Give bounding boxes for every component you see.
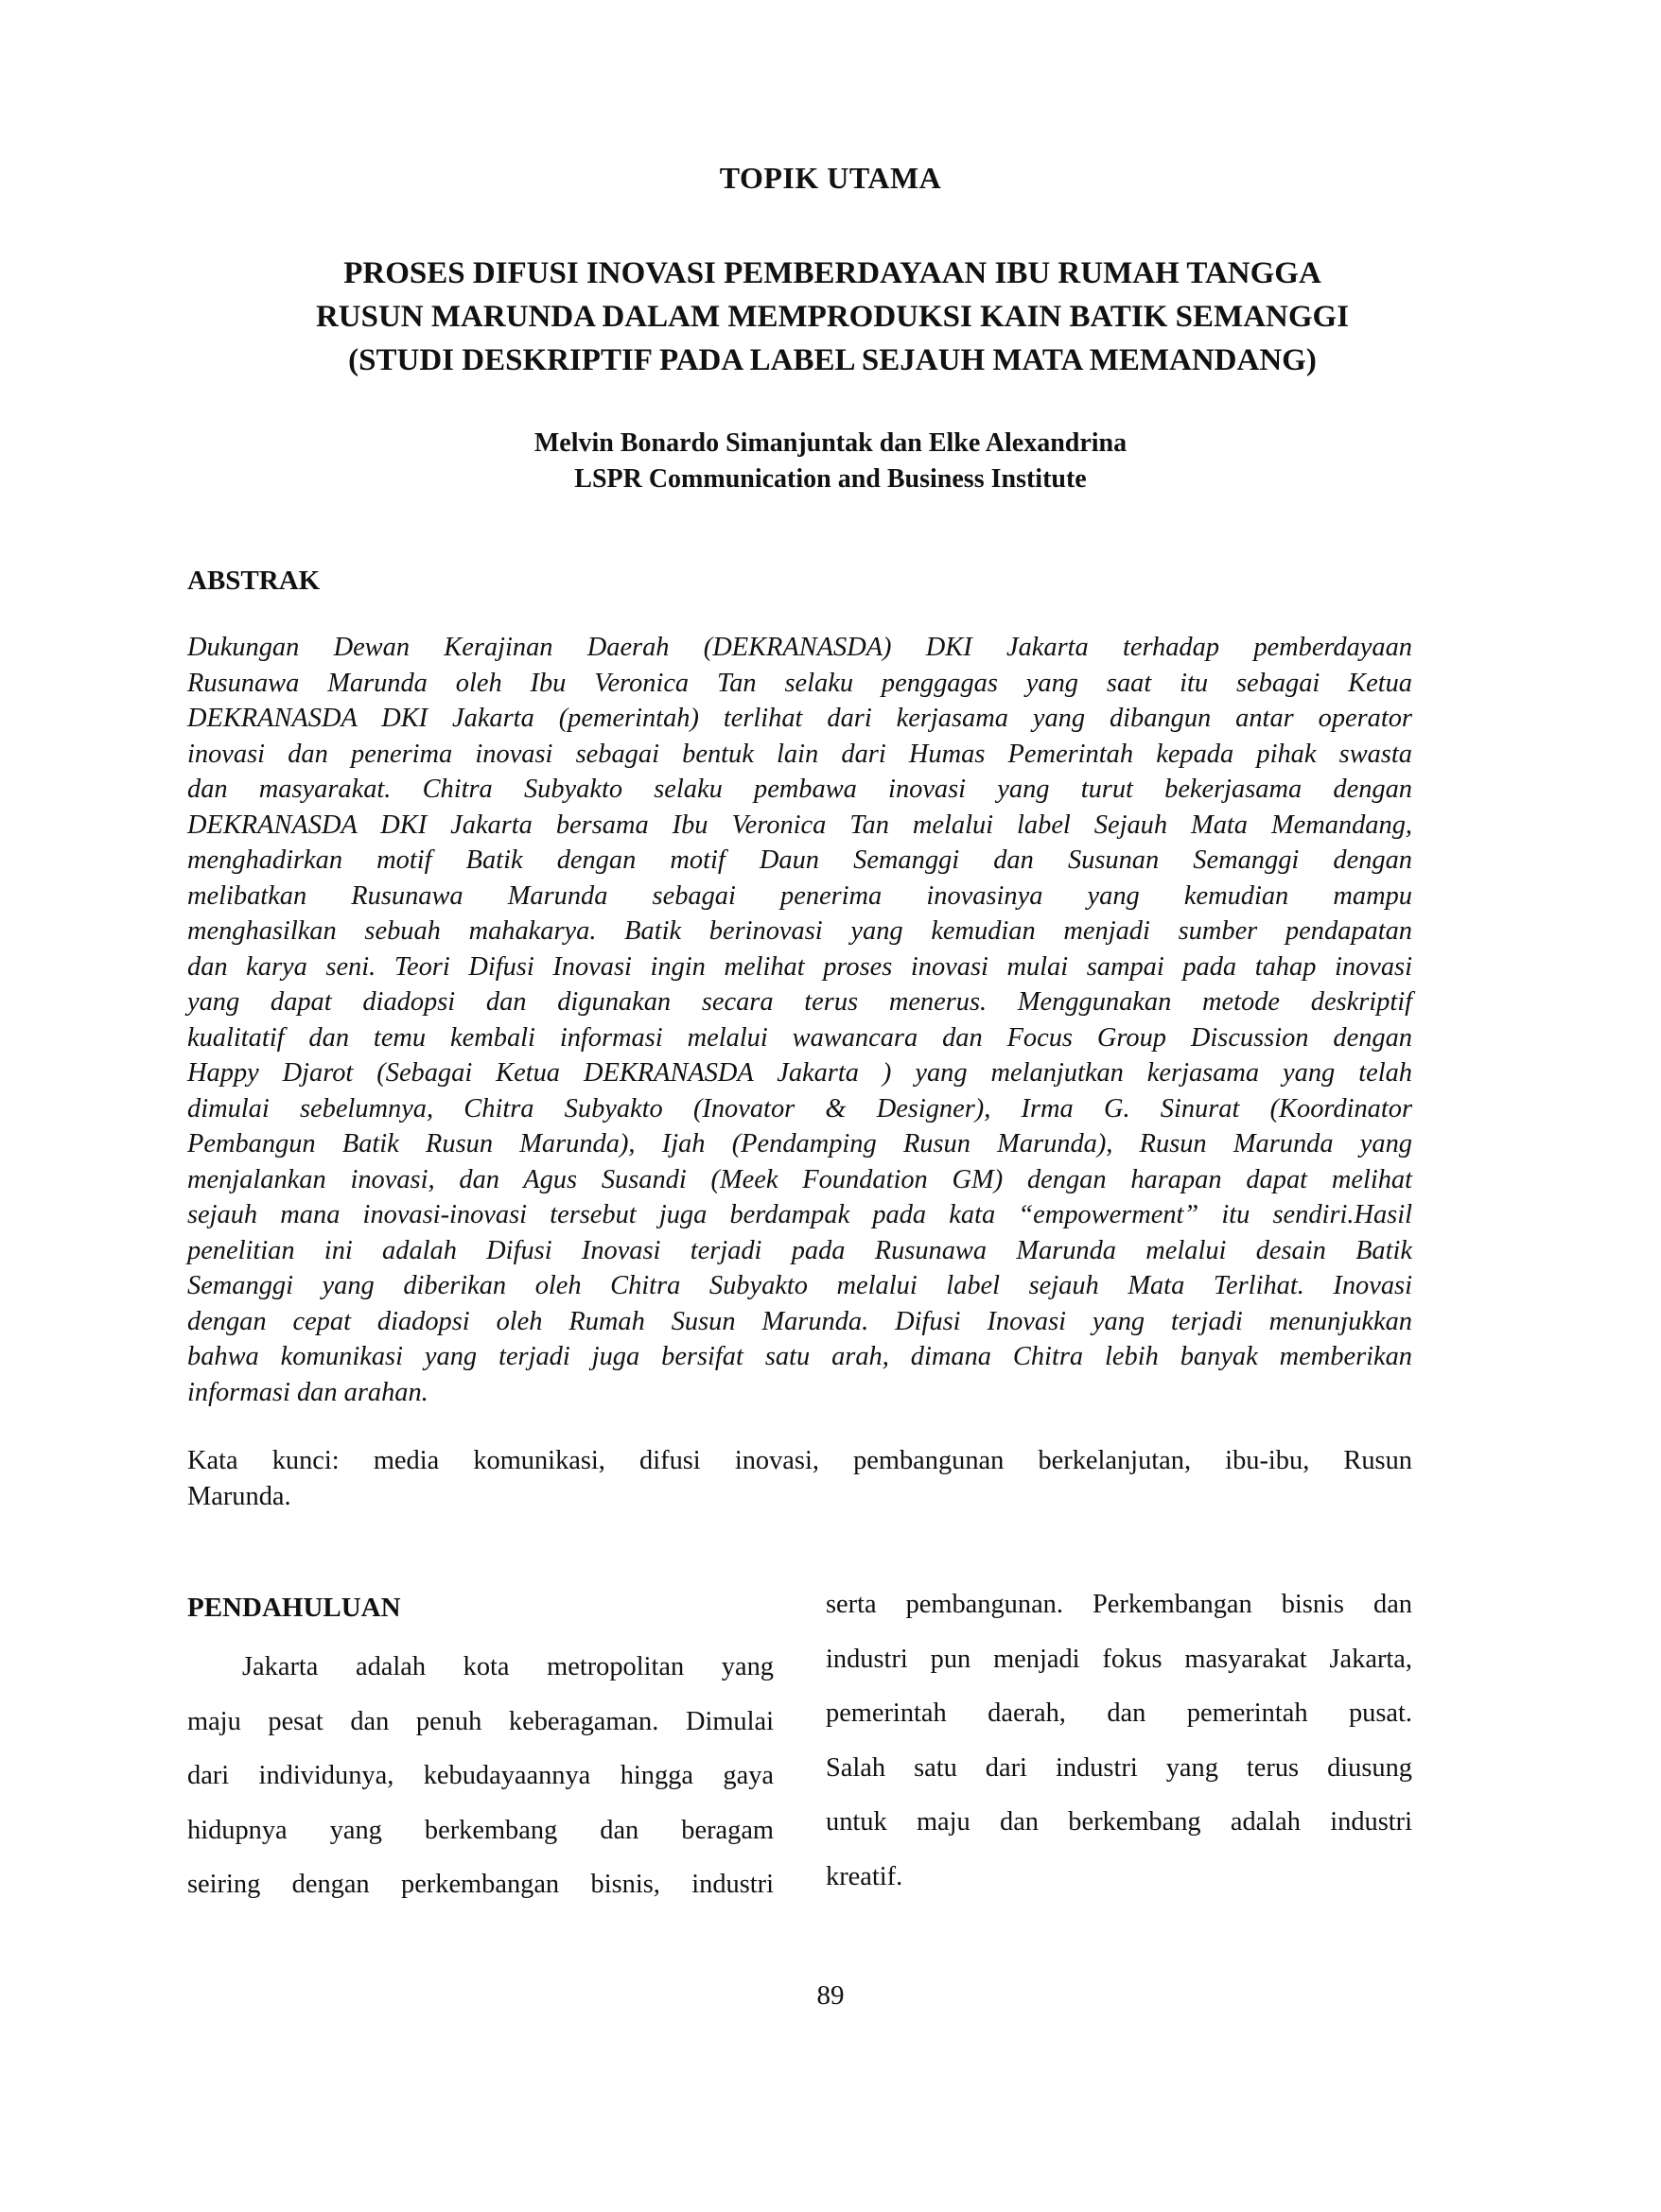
abstract-line: bahwa komunikasi yang terjadi juga bersifat satu arah, dimana Chitra lebih banyak memberikan — [187, 1342, 1412, 1371]
body-line: Jakarta adalah kota metropolitan yang — [242, 1652, 774, 1681]
body-line: kreatif. — [826, 1861, 903, 1891]
body-line: industri pun menjadi fokus masyarakat Jakarta, — [826, 1644, 1412, 1674]
abstract-line: dan masyarakat. Chitra Subyakto selaku pembawa inovasi yang turut bekerjasama dengan — [187, 775, 1412, 804]
abstract-line: inovasi dan penerima inovasi sebagai bentuk lain dari Humas Pemerintah kepada pihak swasta — [187, 739, 1412, 769]
abstract-line: informasi dan arahan. — [187, 1377, 428, 1407]
abstract-line: Pembangun Batik Rusun Marunda), Ijah (Pendamping Rusun Marunda), Rusun Marunda yang — [187, 1129, 1412, 1158]
body-line: untuk maju dan berkembang adalah industri — [826, 1807, 1412, 1837]
title-line: RUSUN MARUNDA DALAM MEMPRODUKSI KAIN BATIK SEMANGGI — [315, 300, 1350, 334]
abstract-line: melibatkan Rusunawa Marunda sebagai penerima inovasinya yang kemudian mampu — [187, 880, 1412, 911]
title-line: PROSES DIFUSI INOVASI PEMBERDAYAAN IBU RUMAH TANGGA — [343, 256, 1321, 290]
abstract-line: menghadirkan motif Batik dengan motif Daun Semanggi dan Susunan Semanggi dengan — [187, 845, 1412, 875]
right-column — [826, 1589, 1412, 1904]
abstract-line: Happy Djarot (Sebagai Ketua DEKRANASDA Jakarta ) yang melanjutkan kerjasama yang telah — [187, 1058, 1412, 1088]
abstract-heading: ABSTRAK — [187, 566, 321, 596]
left-column-text — [187, 1640, 774, 1912]
abstract-line: DEKRANASDA DKI Jakarta bersama Ibu Veronica Tan melalui label Sejauh Mata Memandang, — [187, 810, 1412, 840]
abstract-line: Semanggi yang diberikan oleh Chitra Subyakto melalui label sejauh Mata Terlihat. Inovasi — [187, 1271, 1412, 1300]
body-line: seiring dengan perkembangan bisnis, industri — [187, 1870, 774, 1899]
keywords-line: Kata kunci: media komunikasi, difusi inovasi, pembangunan berkelanjutan, ibu-ibu, Rusun — [187, 1446, 1412, 1475]
body-line: dari individunya, kebudayaannya hingga gaya — [187, 1761, 774, 1790]
abstract-line: Dukungan Dewan Kerajinan Daerah (DEKRANASDA) DKI Jakarta terhadap pemberdayaan — [187, 633, 1412, 662]
author-names: Melvin Bonardo Simanjuntak dan Elke Alexandrina — [533, 428, 1128, 458]
title-line: (STUDI DESKRIPTIF PADA LABEL SEJAUH MATA MEMANDANG) — [348, 343, 1317, 377]
page-number: 89 — [816, 1980, 845, 2011]
abstract-line: penelitian ini adalah Difusi Inovasi terjadi pada Rusunawa Marunda melalui desain Batik — [187, 1235, 1412, 1265]
body-line: Salah satu dari industri yang terus diusung — [826, 1752, 1412, 1783]
abstract-line: yang dapat diadopsi dan digunakan secara terus menerus. Menggunakan metode deskriptif — [187, 987, 1412, 1017]
keywords — [187, 1443, 1412, 1514]
article-title — [170, 252, 1495, 382]
abstract-line: dimulai sebelumnya, Chitra Subyakto (Inovator & Designer), Irma G. Sinurat (Koordinator — [187, 1093, 1412, 1123]
abstract-line: dengan cepat diadopsi oleh Rumah Susun Marunda. Difusi Inovasi yang terjadi menunjukkan — [187, 1306, 1412, 1336]
author-block — [0, 426, 1661, 497]
left-column — [187, 1589, 774, 1912]
body-line: maju pesat dan penuh keberagaman. Dimulai — [187, 1706, 774, 1736]
abstract-line: menghasilkan sebuah mahakarya. Batik berinovasi yang kemudian menjadi sumber pendapatan — [187, 916, 1412, 946]
abstract-line: menjalankan inovasi, dan Agus Susandi (Meek Foundation GM) dengan harapan dapat melihat — [187, 1164, 1412, 1194]
keywords-line: Marunda. — [187, 1481, 291, 1511]
section-label: TOPIK UTAMA — [719, 161, 942, 195]
abstract-body — [187, 630, 1412, 1410]
abstract-line: Rusunawa Marunda oleh Ibu Veronica Tan selaku penggagas yang saat itu sebagai Ketua — [187, 668, 1412, 698]
introduction-heading: PENDAHULUAN — [187, 1593, 401, 1623]
body-line: serta pembangunan. Perkembangan bisnis dan — [826, 1590, 1412, 1619]
body-line: hidupnya yang berkembang dan beragam — [187, 1815, 774, 1845]
author-affiliation: LSPR Communication and Business Institute — [574, 464, 1087, 494]
abstract-line: kualitatif dan temu kembali informasi melalui wawancara dan Focus Group Discussion dengan — [187, 1022, 1412, 1053]
body-line: pemerintah daerah, dan pemerintah pusat. — [826, 1698, 1412, 1728]
right-column-text — [826, 1577, 1412, 1904]
abstract-line: dan karya seni. Teori Difusi Inovasi ingin melihat proses inovasi mulai sampai pada tahap inovasi — [187, 951, 1412, 982]
abstract-line: DEKRANASDA DKI Jakarta (pemerintah) terlihat dari kerjasama yang dibangun antar operator — [187, 704, 1412, 733]
abstract-line: sejauh mana inovasi-inovasi tersebut juga berdampak pada kata “empowerment” itu sendiri.Hasil — [187, 1200, 1412, 1229]
